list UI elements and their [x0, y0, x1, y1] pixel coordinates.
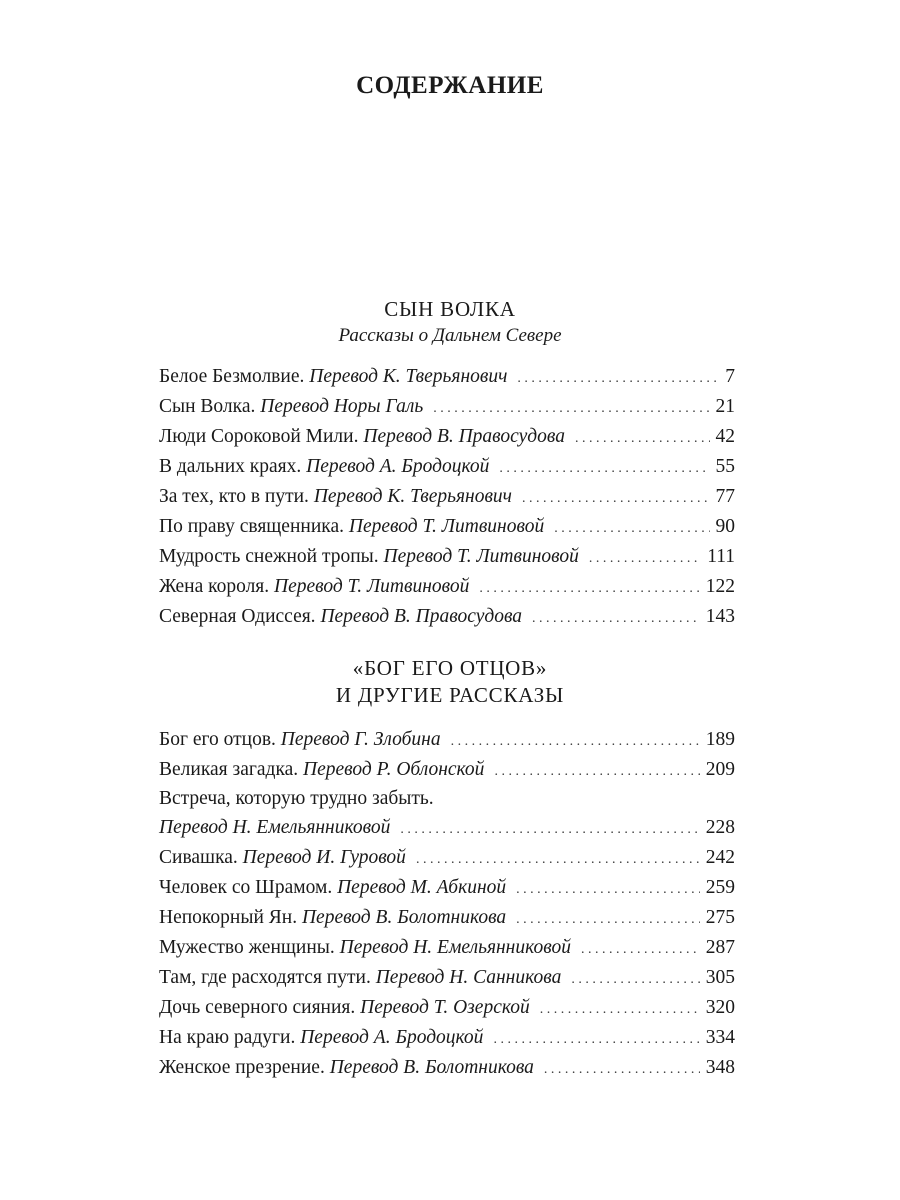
entry-page: 275 — [705, 907, 735, 928]
leader-dots — [532, 604, 700, 634]
entry-title: По праву священника. — [159, 516, 344, 537]
leader-dots — [433, 394, 709, 424]
entry-page: 259 — [705, 877, 735, 898]
leader-dots — [589, 544, 701, 574]
leader-dots — [451, 727, 700, 757]
leader-dots — [522, 484, 710, 514]
toc-entry[interactable] — [159, 933, 735, 963]
toc-entry[interactable] — [159, 482, 735, 512]
toc-entry[interactable] — [159, 452, 735, 482]
toc-entry[interactable] — [159, 873, 735, 903]
entry-title: Дочь северного сияния. — [159, 997, 356, 1018]
entry-translator: Перевод М. Абкиной — [337, 877, 507, 898]
section-2-toc — [159, 725, 735, 1083]
leader-dots — [516, 875, 700, 905]
entry-page: 55 — [715, 456, 735, 477]
entry-translator: Перевод К. Тверьянович — [309, 366, 508, 387]
entry-title: Люди Сороковой Мили. — [159, 426, 359, 447]
entry-translator: Перевод Н. Санникова — [375, 967, 562, 988]
toc-entry[interactable] — [159, 725, 735, 755]
entry-page: 348 — [705, 1057, 735, 1078]
entry-translator: Перевод В. Болотникова — [329, 1057, 534, 1078]
entry-page: 42 — [715, 426, 735, 447]
entry-page: 287 — [705, 937, 735, 958]
entry-page: 21 — [715, 396, 735, 417]
entry-page: 189 — [705, 729, 735, 750]
leader-dots — [416, 845, 700, 875]
toc-entry[interactable] — [159, 542, 735, 572]
entry-translator: Перевод Т. Литвиновой — [348, 516, 545, 537]
entry-translator: Перевод И. Гуровой — [242, 847, 406, 868]
entry-page: 334 — [705, 1027, 735, 1048]
toc-entry[interactable] — [159, 903, 735, 933]
leader-dots — [499, 454, 709, 484]
entry-page: 143 — [705, 606, 735, 627]
entry-title: Северная Одиссея. — [159, 606, 316, 627]
entry-translator: Перевод В. Болотникова — [301, 907, 507, 928]
toc-entry[interactable] — [159, 843, 735, 873]
leader-dots — [571, 965, 699, 995]
entry-title: Сивашка. — [159, 847, 238, 868]
entry-page: 305 — [705, 967, 735, 988]
leader-dots — [479, 574, 699, 604]
entry-page: 122 — [705, 576, 735, 597]
entry-translator: Перевод Н. Емельянниковой — [339, 937, 571, 958]
entry-page: 209 — [705, 759, 735, 780]
entry-translator: Перевод Т. Литвиновой — [274, 576, 470, 597]
toc-entry[interactable] — [159, 512, 735, 542]
toc-entry[interactable] — [159, 755, 735, 785]
entry-translator: Перевод А. Бродоцкой — [300, 1027, 484, 1048]
entry-translator: Перевод Норы Галь — [260, 396, 424, 417]
entry-title: Сын Волка. — [159, 396, 256, 417]
entry-title: Непокорный Ян. — [159, 907, 298, 928]
entry-title: Женское презрение. — [159, 1057, 325, 1078]
section-2-title-line-2: И ДРУГИЕ РАССКАЗЫ — [335, 683, 565, 707]
entry-translator: Перевод К. Тверьянович — [313, 486, 512, 507]
entry-title: Мужество женщины. — [159, 937, 335, 958]
leader-dots — [517, 364, 719, 394]
section-1-header — [0, 296, 900, 348]
leader-dots — [400, 815, 699, 845]
toc-entry-two-line[interactable] — [159, 785, 735, 843]
section-1-title: СЫН ВОЛКА — [384, 297, 516, 321]
leader-dots — [544, 1055, 700, 1085]
entry-title: Жена короля. — [159, 576, 270, 597]
leader-dots — [554, 514, 709, 544]
section-1-toc — [159, 362, 735, 632]
entry-title: Мудрость снежной тропы. — [159, 546, 379, 567]
entry-title: Великая загадка. — [159, 759, 299, 780]
toc-entry[interactable] — [159, 392, 735, 422]
entry-title: В дальних краях. — [159, 456, 302, 477]
section-2-title-line-1: «БОГ ЕГО ОТЦОВ» — [352, 656, 548, 680]
toc-entry[interactable] — [159, 422, 735, 452]
leader-dots — [516, 905, 700, 935]
section-1-subtitle: Рассказы о Дальнем Севере — [338, 325, 562, 346]
leader-dots — [493, 1025, 699, 1055]
entry-translator: Перевод А. Бродоцкой — [306, 456, 490, 477]
entry-translator: Перевод Р. Облонской — [303, 759, 485, 780]
entry-page: 320 — [705, 997, 735, 1018]
section-2-header — [0, 655, 900, 709]
entry-title: Белое Безмолвие. — [159, 366, 305, 387]
entry-page: 77 — [715, 486, 735, 507]
entry-translator: Перевод Г. Злобина — [280, 729, 441, 750]
toc-entry[interactable] — [159, 602, 735, 632]
toc-entry[interactable] — [159, 572, 735, 602]
toc-entry[interactable] — [159, 1053, 735, 1083]
leader-dots — [575, 424, 710, 454]
leader-dots — [581, 935, 700, 965]
toc-entry[interactable] — [159, 993, 735, 1023]
entry-title: За тех, кто в пути. — [159, 486, 309, 507]
entry-page: 7 — [725, 366, 735, 387]
entry-translator: Перевод Т. Озерской — [360, 997, 530, 1018]
entry-title: На краю радуги. — [159, 1027, 296, 1048]
entry-page: 242 — [705, 847, 735, 868]
entry-title: Человек со Шрамом. — [159, 877, 333, 898]
leader-dots — [540, 995, 700, 1025]
page-title: СОДЕРЖАНИЕ — [356, 72, 544, 99]
leader-dots — [494, 757, 699, 787]
entry-title: Встреча, которую трудно забыть. — [159, 788, 434, 809]
entry-page: 90 — [715, 516, 735, 537]
toc-entry[interactable] — [159, 362, 735, 392]
entry-title: Бог его отцов. — [159, 729, 276, 750]
toc-entry[interactable] — [159, 1023, 735, 1053]
entry-translator: Перевод В. Правосудова — [363, 426, 565, 447]
entry-translator: Перевод Т. Литвиновой — [383, 546, 579, 567]
entry-translator: Перевод В. Правосудова — [320, 606, 523, 627]
entry-translator: Перевод Н. Емельянниковой — [159, 817, 391, 838]
entry-page: 111 — [707, 546, 735, 567]
entry-title: Там, где расходятся пути. — [159, 967, 371, 988]
entry-page: 228 — [705, 817, 735, 838]
toc-entry[interactable] — [159, 963, 735, 993]
